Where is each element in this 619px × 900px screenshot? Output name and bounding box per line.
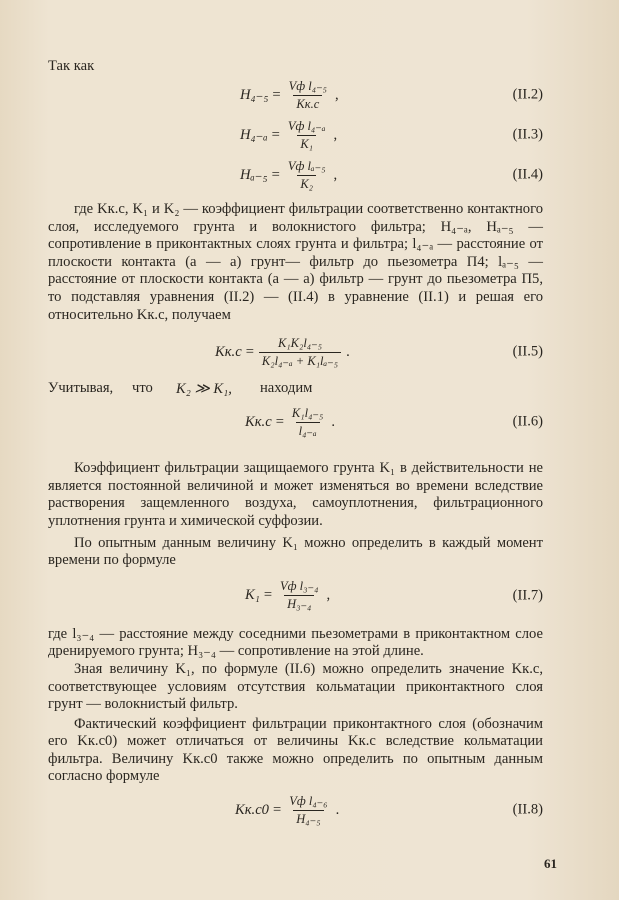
numerator: K₁l₄₋₅ xyxy=(291,405,324,420)
numerator: K₁K₂l₄₋₅ xyxy=(277,335,323,350)
fraction xyxy=(277,579,321,612)
equation-II-6 xyxy=(48,400,543,444)
equation-body xyxy=(243,574,332,618)
fraction xyxy=(285,159,329,192)
equation-number: (II.3) xyxy=(512,126,543,143)
equation-body xyxy=(243,400,337,444)
fraction xyxy=(285,119,329,152)
fraction xyxy=(286,794,330,827)
page-number: 61 xyxy=(544,856,557,871)
punctuation: . xyxy=(331,413,336,430)
equals-sign: = xyxy=(271,166,280,183)
equation-number: (II.6) xyxy=(512,413,543,430)
equals-sign: = xyxy=(245,343,254,360)
equation-body xyxy=(233,788,341,832)
equation-body xyxy=(238,75,341,115)
equation-II-8 xyxy=(48,788,543,832)
equation-II-4 xyxy=(48,155,543,195)
paragraph-knowing-k1: Зная величину K₁, по формуле (II.6) можно определить значение Kк.с, соответствующее условиям отсутствия кольматации приконтактного слоя грунт — волокнистый фильтр. xyxy=(48,660,543,713)
equation-II-2 xyxy=(48,75,543,115)
equation-body xyxy=(238,115,339,155)
paragraph-k1-measure: По опытным данным величину K₁ можно определить в каждый момент времени по формуле xyxy=(48,534,543,569)
fraction xyxy=(259,336,341,369)
denominator: H₃₋₄ xyxy=(284,595,314,612)
equation-lhs: H₄₋ₐ xyxy=(240,127,268,143)
paragraph-actual-coefficient: Фактический коэффициент фильтрации приконтактного слоя (обозначим его Kк.с0) может отличаться от величины Kк.с вследствие кольматации фильтра. Величину Kк.с0 также можно определить по опытным данным согласно формуле xyxy=(48,715,543,785)
considering-line xyxy=(48,378,543,400)
considering-word: Учитывая, xyxy=(48,380,114,397)
punctuation: , xyxy=(335,86,339,103)
denominator: K₂ xyxy=(297,175,316,192)
equation-number: (II.5) xyxy=(512,343,543,360)
denominator: K₂l₄₋ₐ + K₁lₐ₋₅ xyxy=(259,352,341,369)
equation-lhs: Kк.с0 xyxy=(235,801,269,818)
denominator: l₄₋ₐ xyxy=(296,422,320,439)
numerator: Vф l₃₋₄ xyxy=(280,579,319,594)
equation-lhs: K₁ xyxy=(245,587,260,604)
equation-lhs: Kк.с xyxy=(245,413,272,430)
equation-lhs: Kк.с xyxy=(215,343,242,360)
numerator: Vф l₄₋₆ xyxy=(289,793,328,808)
equation-lhs: H₄₋₅ xyxy=(240,87,269,103)
paragraph-l34-definition: где l₃₋₄ — расстояние между соседними пьезометрами в приконтактном слое дренируемого грунта; H₃₋₄ — сопротивление на этой длине. xyxy=(48,625,543,660)
punctuation: , xyxy=(326,587,331,604)
punctuation: . xyxy=(346,343,350,360)
numerator: Vф l₄₋ₐ xyxy=(287,118,326,133)
fraction xyxy=(289,406,326,439)
equation-number: (II.4) xyxy=(512,166,543,183)
denominator: K₁ xyxy=(297,135,316,152)
equals-sign: = xyxy=(263,587,273,604)
equation-II-3 xyxy=(48,115,543,155)
considering-find: находим xyxy=(260,380,313,397)
equation-body xyxy=(213,330,352,374)
equation-number: (II.8) xyxy=(512,801,543,818)
equation-II-7 xyxy=(48,574,543,618)
fraction xyxy=(286,79,330,112)
equals-sign: = xyxy=(272,86,281,103)
punctuation: , xyxy=(333,166,338,183)
considering-formula: K₂ ≫ K₁, xyxy=(176,381,232,398)
equation-body xyxy=(238,155,339,195)
equals-sign: = xyxy=(275,413,284,430)
considering-that: что xyxy=(132,380,153,397)
numerator: Vф lₐ₋₅ xyxy=(287,158,326,173)
denominator: Kк.с xyxy=(293,95,322,112)
equation-II-5 xyxy=(48,330,543,374)
equation-number: (II.2) xyxy=(512,86,543,103)
punctuation: . xyxy=(335,801,340,818)
equation-lhs: Hₐ₋₅ xyxy=(240,167,268,183)
denominator: H₄₋₅ xyxy=(293,810,323,827)
intro-text: Так как xyxy=(48,58,95,74)
numerator: Vф l₄₋₅ xyxy=(288,78,328,93)
paragraph-k1-variation: Коэффициент фильтрации защищаемого грунта K₁ в действительности не является постоянной величиной и может изменяться во времени вследствие растворения защемленного воздуха, самоуплотнения, фильтрационного уплотнения грунта и химической суффозии. xyxy=(48,460,543,529)
paragraph-definitions: где Kк.с, K₁ и K₂ — коэффициент фильтрации соответственно контактного слоя, исследуемого грунта и волокнистого фильтра; H₄₋ₐ, Hₐ₋₅ — сопротивление в приконтактных слоях грунта и фильтра; l₄₋ₐ — расстояние от плоскости контакта (а — а) грунт— фильтр до пьезометра П4; lₐ₋₅ — расстояние от плоскости контакта (а — а) фильтр — грунт до пьезометра П5, то подставляя уравнения (II.2) — (II.4) в уравнение (II.1) и решая его относительно Kк.с, получаем xyxy=(48,201,543,323)
equation-number: (II.7) xyxy=(512,587,543,604)
punctuation: , xyxy=(333,126,338,143)
equals-sign: = xyxy=(272,801,282,818)
equals-sign: = xyxy=(271,126,280,143)
